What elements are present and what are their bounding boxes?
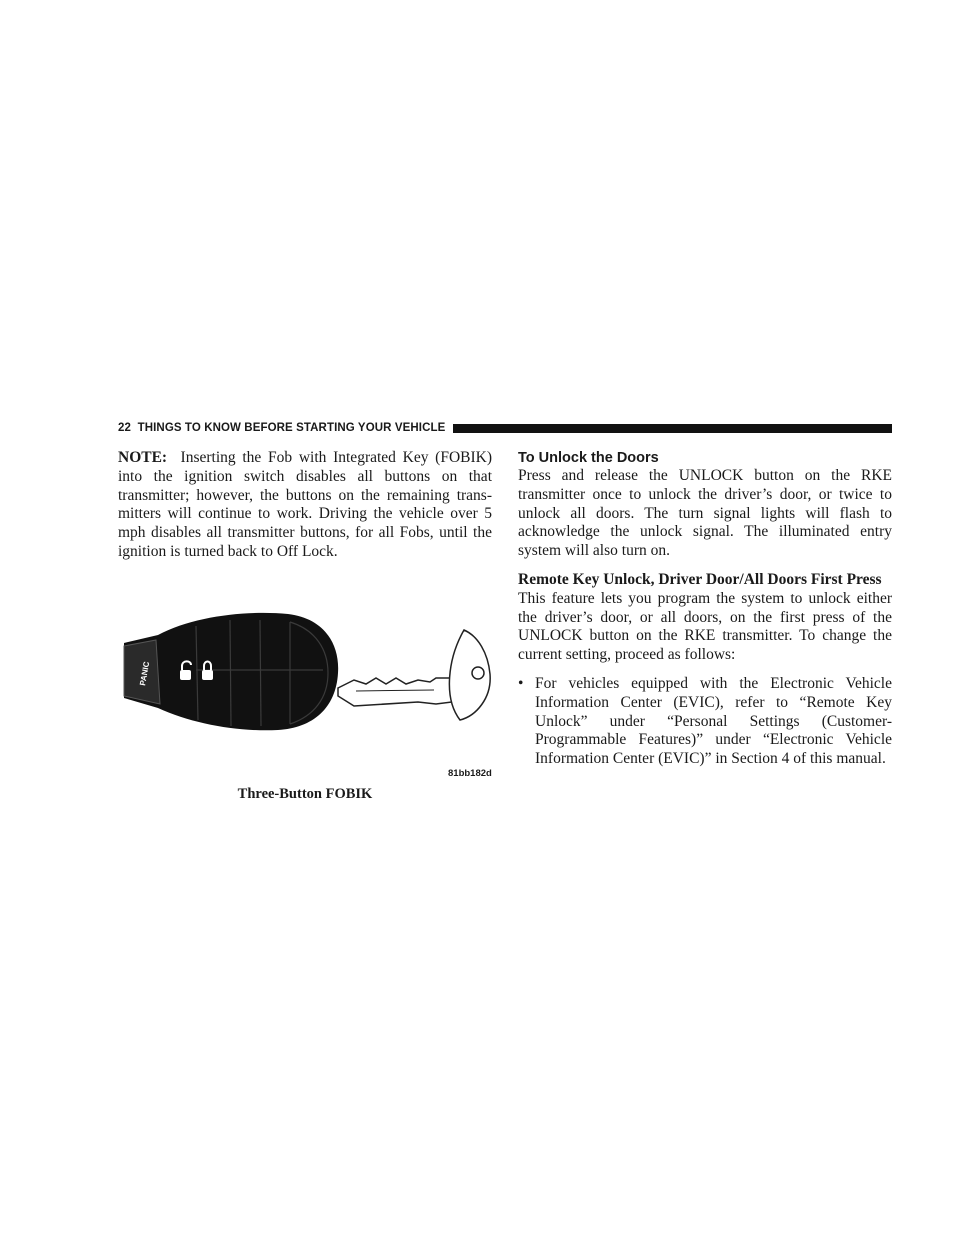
- unlock-paragraph: Press and release the UNLOCK button on the RKE transmitter once to unlock the driver’s door, or twice to unlock all doors. The turn signal lights will flash to acknowledge the unlock signal. The illuminated entry system will also turn on.: [518, 467, 892, 560]
- page-header-text: [118, 422, 445, 434]
- page-header: [118, 420, 892, 436]
- header-rule: [453, 424, 892, 433]
- fobik-illustration: [118, 598, 494, 783]
- figure-caption: Three-Button FOBIK: [237, 786, 373, 802]
- section-title: THINGS TO KNOW BEFORE STARTING YOUR VEHICLE: [137, 422, 446, 434]
- key-ring-hole: [472, 667, 484, 679]
- panic-label: PANIC: [138, 660, 152, 687]
- key-blade: [338, 678, 452, 706]
- right-column: [518, 449, 892, 769]
- heading-remote-key-unlock: Remote Key Unlock, Driver Door/All Doors First Press: [518, 570, 882, 588]
- note-paragraph: [118, 449, 492, 562]
- page-number: 22: [118, 422, 131, 434]
- left-column: [118, 449, 492, 562]
- figure-id: 81bb182d: [448, 768, 492, 779]
- note-label: NOTE:: [118, 449, 168, 466]
- list-item: [518, 675, 892, 769]
- fobik-figure: [118, 598, 494, 783]
- bullet-marker: •: [518, 674, 524, 692]
- note-text: Inserting the Fob with Integrated Key (FOBIK) into the ignition switch disables all buttons on that transmitter; however, the buttons on the remaining trans-mitters will continue to work. Driving the vehicle over 5 mph disables all transmitter buttons, for all Fobs, until the ignition is turned back to Off Lock.: [118, 449, 492, 560]
- program-paragraph: This feature lets you program the system to unlock either the driver’s door, or all doors, on the first press of the UNLOCK button on the RKE transmitter. To change the current setting, proceed as follows:: [518, 589, 892, 664]
- bullet-text: For vehicles equipped with the Electronic Vehicle Information Center (EVIC), refer to “Remote Key Unlock” under “Personal Settings (Customer-Programmable Features)” under “Electronic Vehicle Information Center (EVIC)” in Section 4 of this manual.: [535, 674, 892, 768]
- heading-unlock-doors: To Unlock the Doors: [518, 450, 659, 466]
